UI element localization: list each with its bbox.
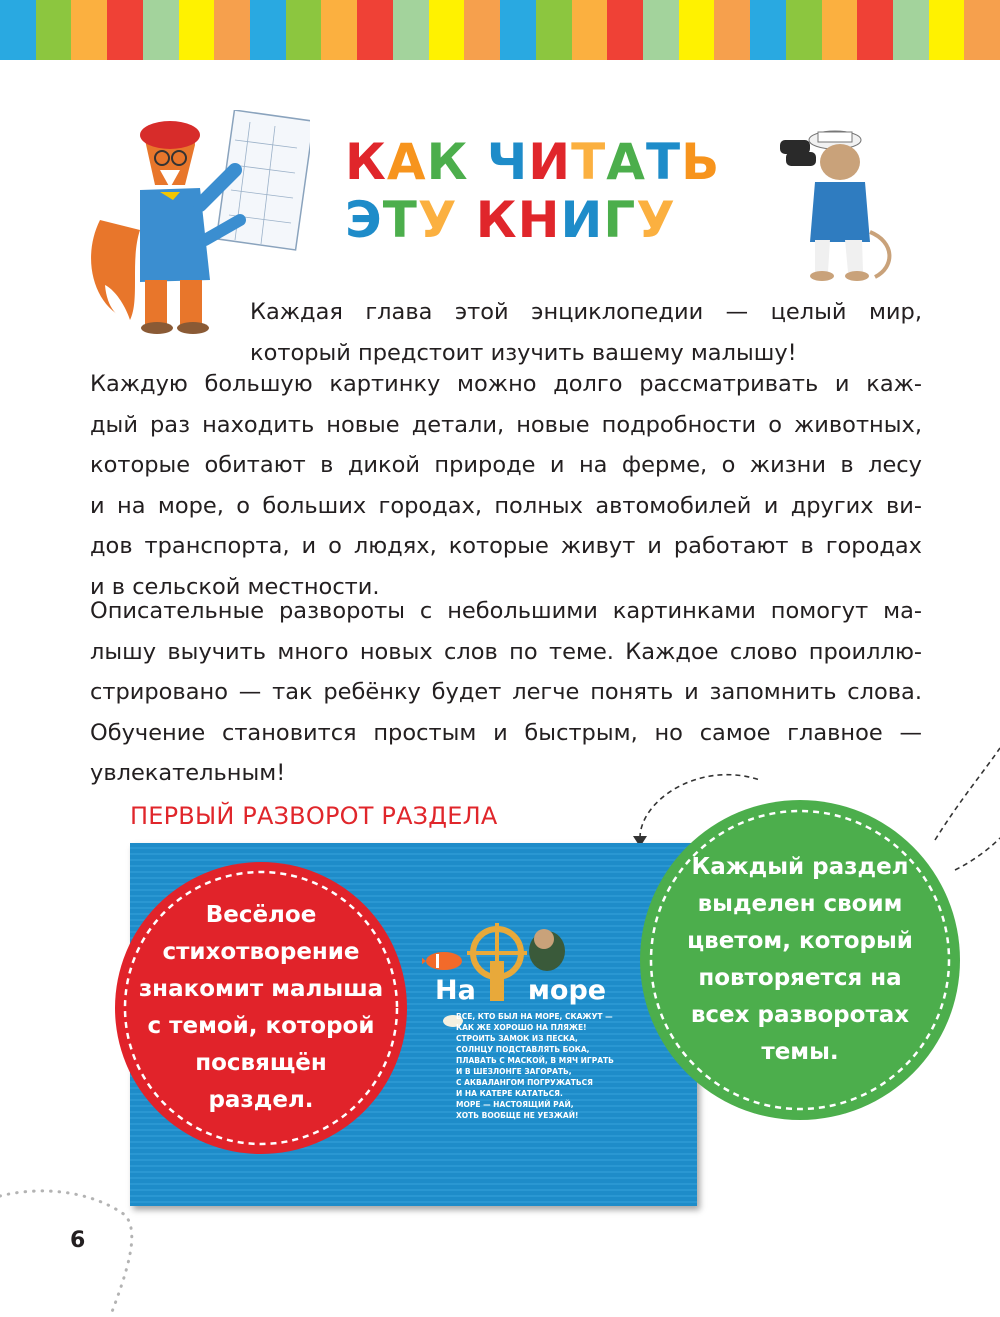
text-line: который предстоит изучить вашему малышу! bbox=[250, 339, 797, 366]
title-letter: Т bbox=[645, 133, 682, 191]
title-letter: Н bbox=[517, 191, 561, 249]
callout-line: всех разворотах bbox=[690, 1002, 910, 1028]
text-line: увлекательным! bbox=[90, 760, 286, 786]
poem-line: КАК ЖЕ ХОРОШО НА ПЛЯЖЕ! bbox=[456, 1023, 587, 1032]
text-line: Описательные развороты с небольшими картинками помогут ма- bbox=[90, 598, 922, 624]
title-letter bbox=[457, 195, 475, 245]
text-line: дый раз находить новые детали, новые подробности о животных, bbox=[90, 411, 922, 438]
poem-line: ВСЕ, КТО БЫЛ НА МОРЕ, СКАЖУТ — bbox=[456, 1012, 613, 1021]
title-letter: К bbox=[426, 133, 469, 191]
title-letter: А bbox=[606, 133, 646, 191]
section-label: ПЕРВЫЙ РАЗВОРОТ РАЗДЕЛА bbox=[130, 802, 498, 830]
spread-title-word: На bbox=[435, 975, 476, 1006]
text-line: и в сельской местности. bbox=[90, 573, 380, 600]
page-number: 6 bbox=[70, 1228, 86, 1253]
title-letter: И bbox=[528, 133, 572, 191]
title-letter: Ч bbox=[486, 133, 529, 191]
text-line: Каждую большую картинку можно долго рассматривать и каж- bbox=[90, 371, 922, 397]
title-letter: Т bbox=[571, 133, 607, 191]
page-title-line-2 bbox=[345, 191, 676, 249]
poem-line: ПЛАВАТЬ С МАСКОЙ, В МЯЧ ИГРАТЬ bbox=[456, 1056, 614, 1065]
text-line: Обучение становится простым и быстрым, но самое главное — bbox=[90, 719, 922, 746]
red-callout-circle bbox=[115, 862, 407, 1154]
text-line: лышу выучить много новых слов по теме. Каждое слово проиллю- bbox=[90, 638, 922, 665]
title-letter: Т bbox=[382, 191, 418, 249]
callout-line: темы. bbox=[761, 1039, 839, 1065]
poem-line: И НА КАТЕРЕ КАТАТЬСЯ. bbox=[456, 1089, 563, 1098]
title-letter bbox=[468, 137, 486, 187]
text-line: которые обитают в дикой природе и на ферме, о жизни в лесу bbox=[90, 452, 922, 478]
callout-line: цветом, который bbox=[687, 928, 913, 954]
text-line: и на море, о больших городах, полных автомобилей и других ви- bbox=[90, 492, 922, 519]
body-paragraph-2 bbox=[90, 364, 922, 607]
spread-title-word: море bbox=[527, 975, 607, 1006]
title-letter: Э bbox=[345, 191, 383, 249]
spread-title bbox=[435, 975, 606, 1006]
intro-paragraph bbox=[250, 292, 922, 373]
title-letter: А bbox=[386, 133, 427, 191]
title-letter: Ь bbox=[681, 133, 721, 191]
callout-line: Весёлое bbox=[205, 902, 317, 928]
body-paragraph-3 bbox=[90, 591, 922, 794]
callout-line: знакомит малыша bbox=[138, 976, 384, 1002]
text-line: стрировано — так ребёнку будет легче понять и запомнить слова. bbox=[90, 679, 922, 705]
page-title-line-1 bbox=[345, 133, 721, 191]
title-letter: К bbox=[475, 191, 518, 249]
poem-line: ХОТЬ ВООБЩЕ НЕ УЕЗЖАЙ! bbox=[456, 1111, 579, 1120]
title-letter: К bbox=[345, 133, 387, 191]
callout-line: посвящён bbox=[195, 1050, 327, 1076]
title-letter: У bbox=[636, 191, 676, 249]
callout-line: повторяется на bbox=[698, 965, 902, 991]
poem-line: И В ШЕЗЛОНГЕ ЗАГОРАТЬ, bbox=[456, 1067, 572, 1076]
spread-poem bbox=[456, 1011, 641, 1121]
title-letter: У bbox=[417, 191, 458, 249]
poem-line: МОРЕ — НАСТОЯЩИЙ РАЙ, bbox=[456, 1100, 574, 1109]
callout-line: раздел. bbox=[208, 1087, 314, 1113]
text-line: дов транспорта, и о людях, которые живут и работают в городах bbox=[90, 533, 922, 559]
poem-line: СОЛНЦУ ПОДСТАВЛЯТЬ БОКА, bbox=[456, 1045, 590, 1054]
title-letter: Г bbox=[603, 191, 637, 249]
poem-line: СТРОИТЬ ЗАМОК ИЗ ПЕСКА, bbox=[456, 1034, 578, 1043]
green-callout-circle bbox=[640, 800, 960, 1120]
mouse-sailor-illustration bbox=[770, 122, 900, 282]
poem-line: С АКВАЛАНГОМ ПОГРУЖАТЬСЯ bbox=[456, 1078, 593, 1087]
callout-line: стихотворение bbox=[162, 939, 360, 965]
callout-line: Каждый раздел bbox=[691, 854, 909, 880]
text-line: Каждая глава этой энциклопедии — целый мир, bbox=[250, 299, 922, 325]
title-letter: И bbox=[560, 191, 604, 249]
callout-line: выделен своим bbox=[697, 891, 903, 917]
callout-line: с темой, которой bbox=[147, 1013, 375, 1039]
